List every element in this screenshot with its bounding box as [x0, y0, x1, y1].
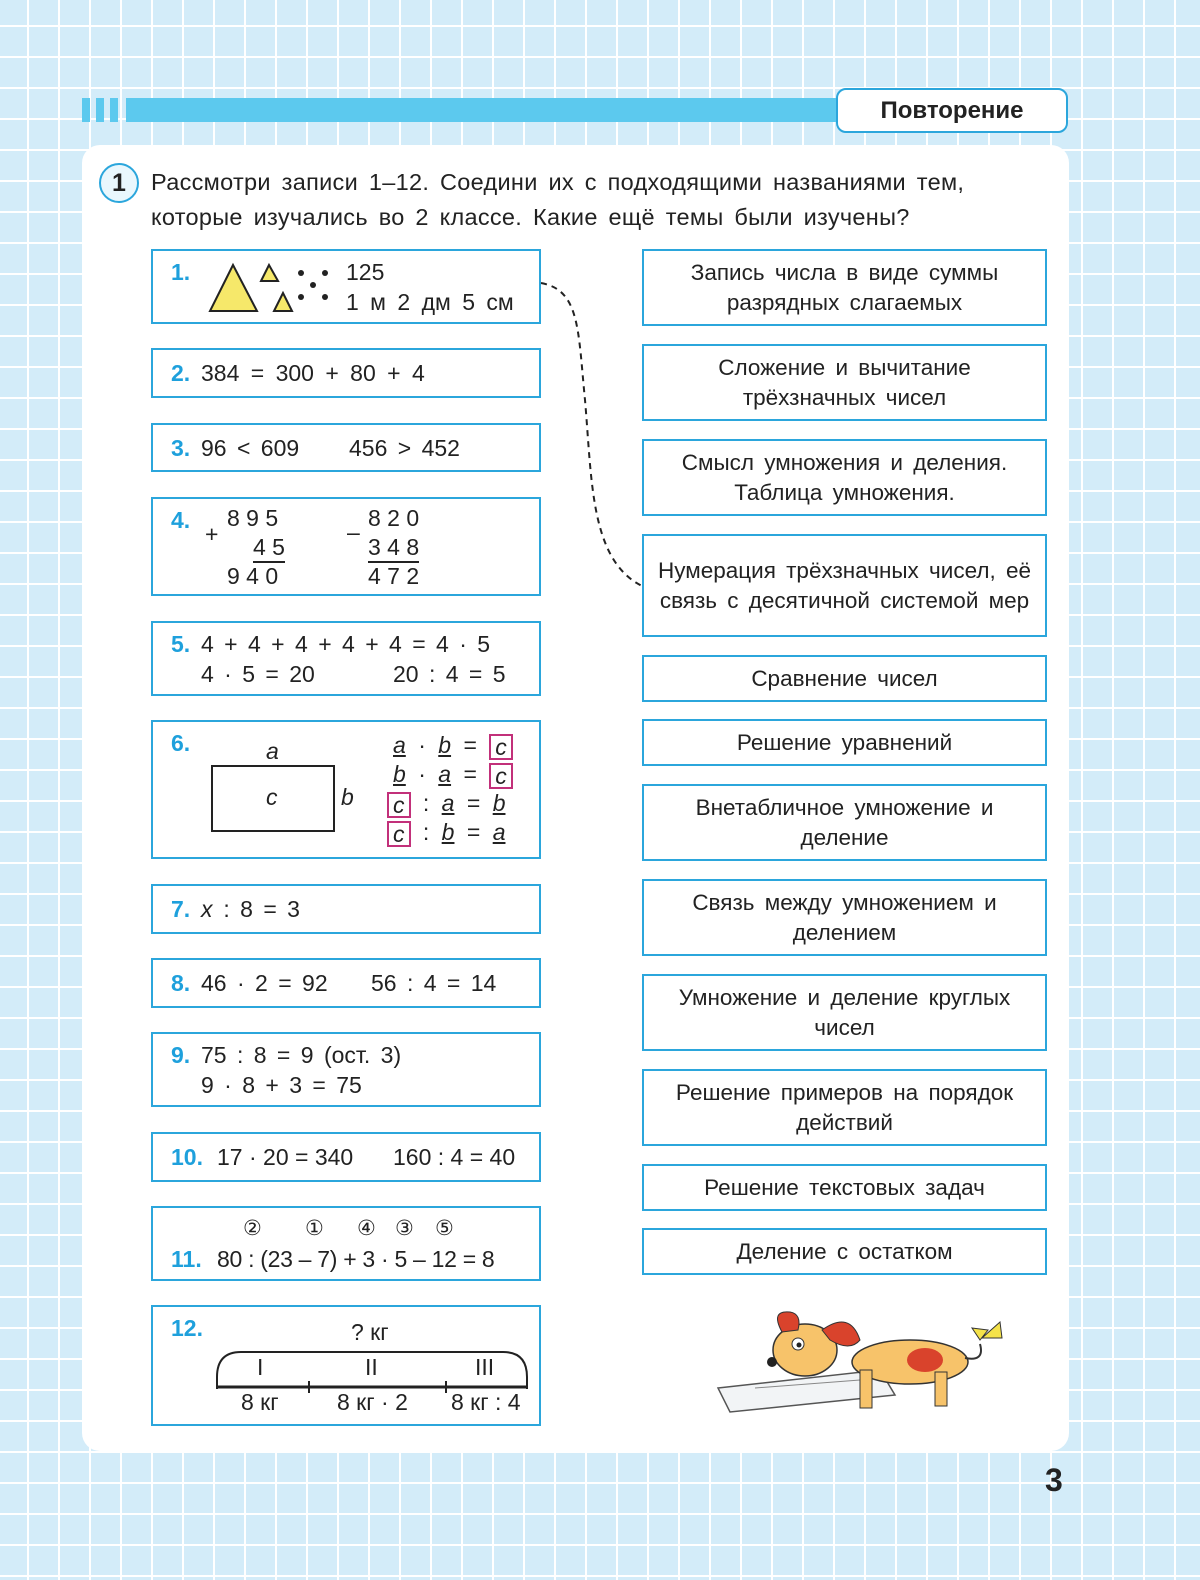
item-3[interactable]: [151, 423, 541, 472]
item-7[interactable]: [151, 884, 541, 934]
exercise-number: 1: [99, 163, 139, 203]
topic-box[interactable]: Решение примеров на порядок действий: [642, 1069, 1047, 1146]
op: =: [463, 761, 477, 787]
order-mark: ⑤: [435, 1217, 454, 1240]
topic-box[interactable]: Сложение и вычитание трёхзначных чисел: [642, 344, 1047, 421]
var-c-boxed: c: [387, 821, 411, 847]
item-number: 9.: [171, 1042, 191, 1068]
item-number: 3.: [171, 435, 191, 461]
item-text: 17 · 20 = 340: [217, 1144, 354, 1170]
topic-box[interactable]: Смысл умножения и деления. Таблица умножения.: [642, 439, 1047, 516]
topic-box[interactable]: Запись числа в виде суммы разрядных слагаемых: [642, 249, 1047, 326]
item-text: 46 · 2 = 92: [201, 970, 328, 996]
item-text: 160 : 4 = 40: [393, 1144, 516, 1170]
formulas: [393, 731, 513, 847]
item-text: 8 2 0: [368, 505, 420, 531]
page-number: 3: [1045, 1462, 1063, 1498]
item-text: 456 > 452: [349, 435, 460, 461]
part-value: 8 кг : 4: [451, 1389, 521, 1415]
item-number: 10.: [171, 1144, 203, 1170]
variable-x: x: [201, 896, 213, 922]
item-text: 80 : (23 – 7) + 3 · 5 – 12 = 8: [217, 1246, 495, 1272]
var-c-boxed: c: [489, 763, 513, 789]
item-text: 3 4 8: [368, 534, 419, 563]
var-b: b: [441, 819, 455, 845]
var-a: a: [438, 761, 452, 787]
var-c-boxed: c: [387, 792, 411, 818]
item-10[interactable]: [151, 1132, 541, 1182]
var-b: b: [492, 790, 506, 816]
var-b: b: [393, 761, 406, 787]
order-mark: ③: [395, 1217, 414, 1240]
order-mark: ②: [243, 1217, 262, 1240]
topic-box[interactable]: Связь между умножением и делением: [642, 879, 1047, 956]
part-value: 8 кг · 2: [337, 1389, 408, 1415]
topic-box[interactable]: Решение уравнений: [642, 719, 1047, 766]
item-text: 9 · 8 + 3 = 75: [201, 1072, 362, 1098]
item-text: 384 = 300 + 80 + 4: [201, 360, 425, 386]
item-2[interactable]: [151, 348, 541, 398]
side-b-label: b: [341, 784, 354, 810]
item-8[interactable]: [151, 958, 541, 1008]
item-text: 4 7 2: [368, 563, 420, 589]
part-value: 8 кг: [241, 1389, 279, 1415]
item-text: 9 4 0: [227, 563, 279, 589]
part-label: I: [257, 1354, 264, 1380]
item-number: 4.: [171, 507, 191, 533]
triangles-dots-icon: [205, 259, 335, 321]
exercise-text: Рассмотри записи 1–12. Соедини их с подходящими названиями тем, которые изучались во 2 классе. Какие ещё темы были изучены?: [151, 169, 965, 230]
op: :: [422, 790, 430, 816]
section-title: Повторение: [836, 88, 1068, 133]
var-a: a: [393, 732, 406, 758]
item-number: 2.: [171, 360, 191, 386]
item-text: 96 < 609: [201, 435, 300, 461]
item-number: 6.: [171, 730, 191, 756]
part-label: II: [365, 1354, 378, 1380]
item-text: 20 : 4 = 5: [393, 661, 506, 687]
item-number: 8.: [171, 970, 191, 996]
item-number: 7.: [171, 896, 191, 922]
var-c-boxed: c: [489, 734, 513, 760]
var-a: a: [492, 819, 506, 845]
item-text: 4 · 5 = 20: [201, 661, 315, 687]
minus-sign: –: [347, 519, 360, 545]
item-text: 1 м 2 дм 5 см: [346, 289, 514, 315]
op: :: [422, 819, 430, 845]
topic-box[interactable]: Деление с остатком: [642, 1228, 1047, 1275]
part-label: III: [475, 1354, 495, 1380]
item-number: 12.: [171, 1315, 203, 1341]
op: =: [466, 790, 481, 816]
order-mark: ①: [305, 1217, 324, 1240]
op: =: [463, 732, 477, 758]
var-b: b: [438, 732, 452, 758]
item-text: 75 : 8 = 9 (ост. 3): [201, 1042, 402, 1068]
op: ·: [418, 732, 426, 758]
item-9[interactable]: [151, 1032, 541, 1107]
item-11[interactable]: [151, 1206, 541, 1281]
topic-box[interactable]: Сравнение чисел: [642, 655, 1047, 702]
item-5[interactable]: [151, 621, 541, 696]
order-mark: ④: [357, 1217, 376, 1240]
topic-box[interactable]: Решение текстовых задач: [642, 1164, 1047, 1211]
item-text: 4 + 4 + 4 + 4 + 4 = 4 · 5: [201, 631, 491, 657]
item-text: 4 5: [253, 534, 285, 563]
topic-box[interactable]: Внетабличное умножение и деление: [642, 784, 1047, 861]
item-12[interactable]: [151, 1305, 541, 1426]
dog-with-ruler-illustration: [710, 1300, 1020, 1430]
item-text: : 8 = 3: [213, 896, 300, 922]
item-number: 5.: [171, 631, 191, 657]
item-4[interactable]: [151, 497, 541, 596]
item-text: 125: [346, 259, 385, 285]
item-text: 8 9 5: [227, 505, 279, 531]
plus-sign: +: [205, 521, 219, 547]
op: ·: [418, 761, 426, 787]
op: =: [466, 819, 481, 845]
total-label: ? кг: [351, 1319, 389, 1345]
item-text: 56 : 4 = 14: [371, 970, 497, 996]
topic-box[interactable]: Нумерация трёхзначных чисел, её связь с десятичной системой мер: [642, 534, 1047, 637]
item-1[interactable]: [151, 249, 541, 324]
topic-box[interactable]: Умножение и деление круглых чисел: [642, 974, 1047, 1051]
area-c-label: c: [266, 784, 278, 810]
item-number: 11.: [171, 1246, 202, 1272]
item-6[interactable]: [151, 720, 541, 859]
item-number: 1.: [171, 259, 191, 285]
var-a: a: [441, 790, 455, 816]
side-a-label: a: [266, 738, 279, 764]
